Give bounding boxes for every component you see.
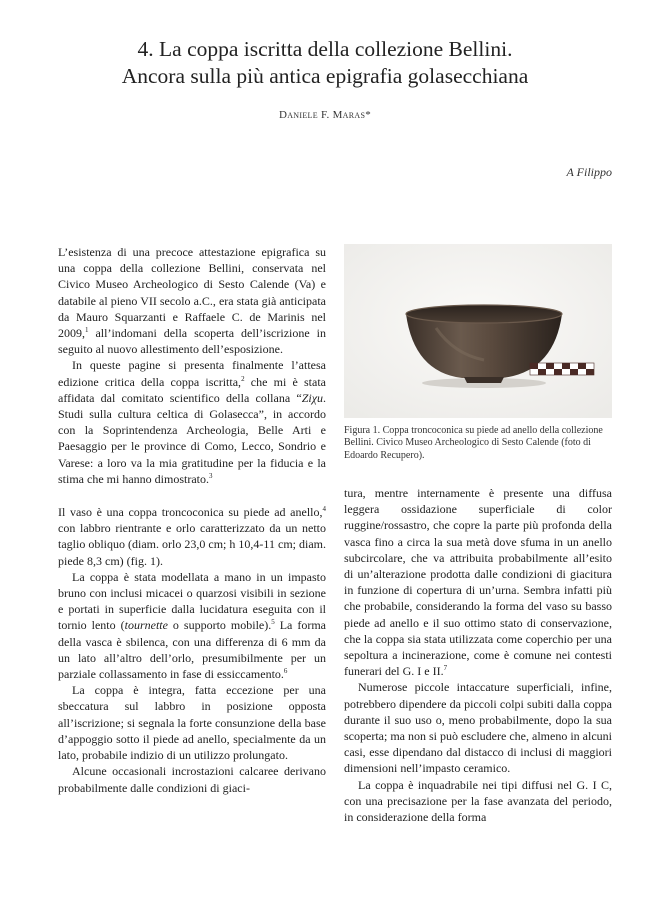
article-title: [40, 36, 610, 90]
right-column: [344, 485, 612, 825]
paragraph-vessel: Il vaso è una coppa troncoconica su piede ad anello,$^4$ con labbro rientrante e orlo caratterizzato da un netto taglio obliquo (diam. orlo 23,0 cm; h 10,4-11 cm; diam. piede 8,3 cm) (fig. 1).: [58, 505, 326, 568]
left-column: [58, 244, 326, 796]
scale-bar: [530, 363, 594, 375]
footnote-ref-5[interactable]: 5: [271, 618, 275, 627]
footnote-ref-3[interactable]: 3: [208, 471, 213, 480]
bowl-photo-illustration: [344, 244, 612, 418]
figure-photo: [344, 244, 612, 418]
paragraph-oxidation: tura, mentre internamente è presente una diffusa leggera ossidazione superficiale di color ruggine/rossastro, che copre la parte più profonda della vasca fino a circa la sua metà dove sfuma in un anello subcircolare, che va attribuita probabilmente all’esito di un’alterazione prodotta dalle condizioni di giacitura in funzione di copertura di un’urna. Sembra infatti più che probabile, considerando la forma del vaso su basso piede ad anello e il suo ottimo stato di conservazione, che la coppa sia stata utilizzata come coperchio per una sepoltura a incinerazione, come è comune nei contesti funerari del G. I e II.$^7$: [344, 486, 612, 679]
paragraph-typology: La coppa è inquadrabile nei tipi diffusi nel G. I C, con una precisazione per la fase avanzata del periodo, in considerazione della forma: [344, 777, 612, 825]
footnote-ref-2[interactable]: 2: [241, 374, 245, 383]
bowl-foot: [464, 377, 504, 383]
footnote-ref-1[interactable]: 1: [85, 326, 89, 335]
figure-caption: Figura 1. Coppa troncoconica su piede ad anello della collezione Bellini. Civico Museo Archeologico di Sesto Calende (foto di Edoardo Recupero).: [344, 425, 603, 461]
paragraph-fabric: La coppa è stata modellata a mano in un impasto bruno con inclusi micacei o quarzosi visibili in sezione e portati in superficie dalla lucidatura eseguita con il tornio lento (tournette o supporto mobile).$^5$ La forma della vasca è sbilenca, con una differenza di 6 mm da un lato all’altro dell’orlo, presumibilmente per un parziale collassamento in fase di essiccamento.$^6$: [58, 569, 327, 682]
footnote-ref-4[interactable]: 4: [322, 505, 326, 514]
footnote-ref-6[interactable]: 6: [283, 667, 288, 676]
paragraph-incrustations: Alcune occasionali incrostazioni calcaree derivano probabilmente dalle condizioni di giaci-: [58, 764, 326, 795]
title-line-2: Ancora sulla più antica epigrafia golasecchiana: [121, 64, 529, 88]
paragraph-edition: In queste pagine si presenta finalmente l’attesa edizione critica della coppa iscritta,$^2$ che mi è stata affidata dal comitato scientifico della collana “Ziχu. Studi sulla cultura celtica di Golasecca”, in accordo con la Soprintendenza Archeologia, Belle Arti e Paesaggio per le province di Como, Lecco, Sondrio e Varese: a loro va la mia gratitudine per la fiducia e la stima che mi hanno dimostrato.$^3$: [58, 358, 327, 486]
dedication: A Filippo: [566, 165, 612, 179]
paragraph-condition: La coppa è integra, fatta eccezione per una sbeccatura sul labbro in posizione opposta all’iscrizione; si segnala la forte consunzione della base d’appoggio sotto il piede ad anello, specialmente da un lato, probabile indizio di un utilizzo prolungato.: [58, 683, 326, 763]
footnote-ref-7[interactable]: 7: [443, 664, 448, 673]
title-line-1: 4. La coppa iscritta della collezione Bellini.: [137, 37, 513, 61]
paragraph-notches: Numerose piccole intaccature superficiali, infine, potrebbero dipendere da piccoli colpi subiti dalla coppa durante il suo uso o, meno probabilmente, dopo la sua scoperta; ma non si può escludere che, almeno in alcuni casi, esse dipendano dal distacco di inclusi di maggiori dimensioni nell’impasto ceramico.: [344, 680, 612, 776]
paragraph-intro: L’esistenza di una precoce attestazione epigrafica su una coppa della collezione Bellini, conservata nel Civico Museo Archeologico di Sesto Calende (Va) e databile al pieno VII secolo a.C., era stata già anticipata da Mauro Squarzanti e Raffaele C. de Marinis nel 2009,$^1$ all’indomani della scoperta dell’iscrizione in seguito al nuovo allestimento dell’esposizione.: [58, 245, 326, 357]
author-name: Daniele F. Maras*: [278, 109, 372, 121]
